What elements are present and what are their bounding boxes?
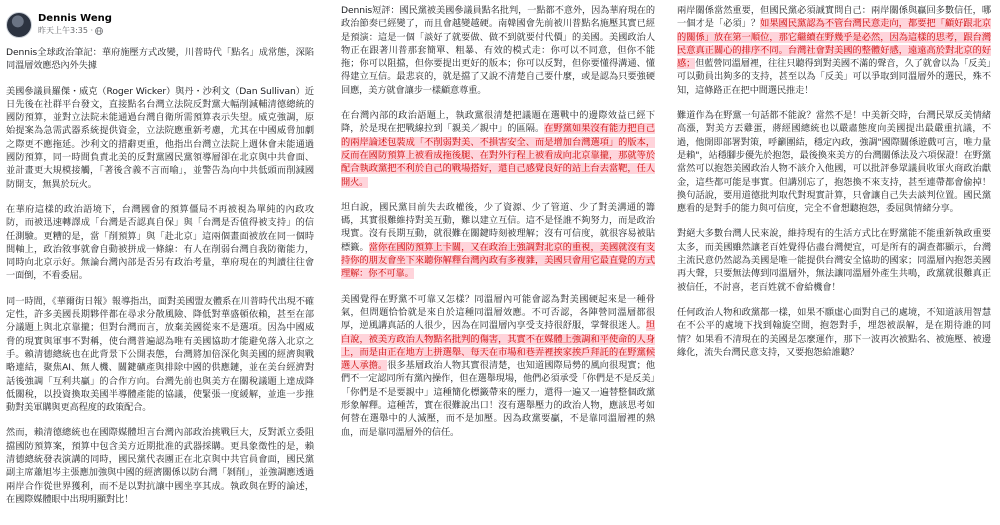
- post-column-1: [0, 0, 322, 525]
- post-body-part-3: [673, 0, 995, 359]
- text-segment: 難道作為在野黨一句話都不能說？當然不是！中美新交時，台灣民眾反美情緒高漲，對美方丟雞蛋，蔣經國總統也以嚴肅態度向美國提出最嚴重抗議，不過，他開即部署對策，呼籲團結，穩定內政，強調"國際關係遊戲可言，唯力量是賴"，站穩腳步優先於抱怨，最後換來美方的台灣關係法及六項保證！在野黨當然可以抱怨美國政治人物不該介入他國，可以批評參眾議員收軍火商政治獻金，這些都可能是事實。但講別忘了，抱怨換不來支持，甚至連帶都會偷掉！換句話說，要用道德批判取代對現實計算，只會讓自己失去談判位置。國民黨應看的是對手的能力與可信度，完全不會想聽抱怨，委屈與情緒分享。: [677, 110, 991, 215]
- paragraph: [6, 46, 314, 73]
- timestamp[interactable]: 昨天上午3:35 ·: [38, 26, 94, 35]
- highlighted-text: 在野黨如果沒有能力把自己的兩岸論述包裝成「不削弱對美、不損害安全、而是增加台灣選項」的版本，反而在國防預算上被看成拖後腿、在對外行程上被看成向北京靠攏，那就等於配合執政黨把不利於自己的戰場搭好，還自己感覺良好的站上台去當靶，任人開火。: [341, 123, 655, 188]
- text-segment: 很多基層政治人物其實很清楚，也知道國際局勢的風向很現實；他們不一定認同所有黨內操作，但在選舉現場，他們必須承受「你們是不是反美」「你們是不是要親中」這種簡化標籤帶來的壓力，還得一遍又一遍替整個政黨形象解釋。這種苦，實在很難說出口！沒有選舉壓力的政治人物，應該思考如何替在選舉中的人減壓，而不是加壓。因為政黨要贏，不是靠同溫層裡的熱血，而是靠同溫層外的信任。: [341, 360, 655, 438]
- text-segment: 美國參議員羅傑・威克（Roger Wicker）與丹・沙利文（Dan Sullivan）近日先後在社群平台發文，直接點名台灣立法院反對黨大幅削減輔清德總統的國防預算，並對立法院未能通過台灣自衛所需預算表示失望。威克強調，原始提案為急需武器系統提供資金，立法院應重新考慮，尤其在中國威脅加劇之際更不應拖延。沙利文的措辭更重，他指出台灣立法院上週休會未能通過國防預算，同一時間負責北美的反對黨國民黨領導層卻在北京與中共會面、並計畫更大規模接觸，「著後含義不言而喻」，並警告為向中共低頭而削減國防開支，無異於玩火。: [6, 85, 314, 190]
- post-body-part-2: [337, 0, 659, 439]
- post-column-3: [673, 0, 995, 525]
- highlighted-text: 如果國民黨認為不管台灣民意走向，都要把「顧好跟北京的關係」放在第一順位，那它繼續在野幾乎是必然，因為這樣的思考，跟台灣民意真正關心的排序不同。台灣社會對美國的整體好感，遠遠高於對北京的好感；: [677, 18, 991, 70]
- text-segment: 對絕大多數台灣人民來說，維持現有的生活方式比在野黨能不能重新執政重要太多，而美國雖然讓老百姓覺得佔盡台灣便宜，可是所有的調查都顯示，台灣主流民意仍然認為美國是唯一能提供台灣安全協助的國家；同溫層內抱怨美國再大聲，只要無法傳到同溫層外，無法讓同溫層外產生共鳴，政黨就很難真正被信任，不討喜，老百姓就不會給機會！: [677, 228, 991, 293]
- text-segment: Dennis短評：: [341, 5, 400, 16]
- text-segment: 坦白說，國民黨目前失去政權後，少了資源、少了管道、少了對美溝通的籌碼，其實很難維持對美互動，難以建立互信。這不是怪誰不夠努力，而是政治現實。沒有長期互動，就很難在關鍵時刻被理解；沒有可信度，就很容易被貼標籤。: [341, 201, 655, 253]
- text-segment: 但藍營同溫層裡，往往只聽得到對美國不滿的聲音，久了就會以為「反美」可以動員出夠多的支持，甚至以為「反美」可以爭取到同溫層外的選民，殊不知，這條路正在把中間選民推走！: [677, 58, 991, 96]
- text-segment: 在台灣內部的政治語題上，執政黨很清楚把議題在選戰中的邊際效益已經下降，於是現在把戰線拉到「親美／親中」的區隔。: [341, 110, 655, 135]
- post-body-part-1: [0, 44, 322, 506]
- text-segment: 在華府這樣的政治語境下，台灣國會的預算僵局不再被視為單純的內政攻防，而被迅速轉譯成「台灣是否認真自保」與「台灣是否值得被支持」的信任測驗。更糟的是，當「削預算」與「赴北京」這兩個畫面被放在同一個時間軸上，政治敘事就會自動被拼成一條線：有人在削弱台灣自我防衛能力，同時向北京示好。無論台灣內部是否另有政治考量，華府現在的判讀往往會一面倒，不看委屈。: [6, 203, 314, 282]
- author-name[interactable]: Dennis Weng: [38, 13, 112, 24]
- paragraph: [341, 293, 655, 439]
- text-segment: 美國覺得在野黨不可靠又怎樣？同溫層內可能會認為對美國硬起來是一種骨氣，但問題恰恰就是來自於這種同溫層效應。不可否認，各陣營同溫層都很厚，逆風講真話的人很少，因為在同溫層內享受支持很舒服，掌聲很迷人。: [341, 293, 655, 332]
- paragraph: [341, 201, 655, 281]
- paragraph: [677, 4, 991, 97]
- paragraph: [677, 306, 991, 359]
- highlighted-text: 當你在國防預算上卡關，又在政治上強調對北京的重視，美國就沒有支持你的朋友會坐下來聽你解釋台灣內政有多複雜，美國只會用它最直覺的方式理解：你不可靠。: [341, 241, 655, 280]
- paragraph: [6, 426, 314, 506]
- paragraph: [677, 109, 991, 215]
- paragraph: [341, 4, 655, 97]
- globe-icon: [95, 27, 103, 35]
- text-segment: Dennis全球政治筆記：華府施壓方式改變，川普時代「點名」成常態，深陷同溫層效應恐內外失據: [6, 47, 314, 72]
- post-column-2: [337, 0, 659, 525]
- post-meta: [38, 13, 112, 37]
- paragraph: [6, 295, 314, 415]
- paragraph: [6, 203, 314, 283]
- post-header: [0, 0, 322, 44]
- paragraph: [341, 109, 655, 189]
- text-segment: 兩岸關係當然重要，但國民黨必須誠實問自己：兩岸關係與贏回多數信任，哪一個才是「必須」？: [677, 5, 991, 30]
- text-segment: 國民黨被美國參議員點名批判，一點都不意外，因為華府現在的政治節奏已經變了，而且會越變越硬。南韓國會先前被川普點名施壓其實已經是預演：這是一個「談好了就要做、做不到就要付代價」的美國。美國政治人物正在跟著川普那套簡單、粗暴、有效的模式走：你可以不同意，但你不能拖；你可以阻擋，但你要提出更好的版本；你可以反對，但你要懂得溝通、懂得建立互信。最悲哀的，就是擋了又說不清楚自己要什麼，或是認為只要強硬回應，美方就會讓步一樣顧意尊重。: [341, 5, 656, 96]
- text-segment: 然而，賴清德總統也在國際媒體坦言台灣內部政治挑戰巨大，反對派立委阻擋國防預算案，預算中包含美方近期批准的武器採購。更具象徵性的是，賴清德總統發表演講的同時，國民黨代表團正在北京與中共官員會面，國民黨副主席蕭旭岑主張應加強與中國的經濟關係以防台灣「剝削」，並強調應透過兩岸合作從世界獲利，而不是以對抗讓中國坐享其成。執政與在野的論述，在國際媒體眼中出現明顯對比！: [6, 427, 314, 505]
- text-segment: 任何政治人物和政黨都一樣，如果不願虛心面對自己的處境，不知道該用智慧在不公平的處境下找到翰旋空間，抱怨對手，埋怨被誤解，是在期待誰的同情？如果看不清現在的美國是怎麼運作，那下一波再次被點名、被施壓、被邊緣化，流失台灣民意支持，又要抱怨給誰聽？: [677, 306, 991, 358]
- avatar[interactable]: [6, 12, 32, 38]
- paragraph: [6, 85, 314, 191]
- text-segment: 同一時間，《華爾街日報》報導指出，面對美國盟友體系在川普時代出現不確定性，許多美國長期夥伴都在尋求分散風險、降低對華盛頓依賴，甚至在部分議題上與北京靠攏；但對台灣而言，放棄美國從來不是選項。因為中國威脅的現實與軍事不對稱，使台灣普遍認為唯有美國協助才能避免落入北京之手。賴清德總統也在此背景下公開表態，台灣將加倍深化與美國的經濟與戰略連結，聚焦AI、無人機、關鍵礦產與排除中國的供應鏈，並在美台經濟對話後強調「互利共贏」的合作方向。台灣先前也與美方在關稅議題上達成降低關稅，以投資換取美國半導體產能的協議，使緊張一度緩解，並進一步推動對美軍購與更高程度的政策配合。: [6, 295, 314, 414]
- paragraph: [677, 227, 991, 293]
- timestamp-row: [38, 25, 112, 37]
- highlighted-text: 坦白說，被美方政治人物點名批判的傷害，其實不在媒體上強調和平使命的人身上，而是由正在地方上拼選舉、每天在市場和巷弄裡挨家挨戶拜託的在野黨候選人承擔。: [341, 320, 655, 372]
